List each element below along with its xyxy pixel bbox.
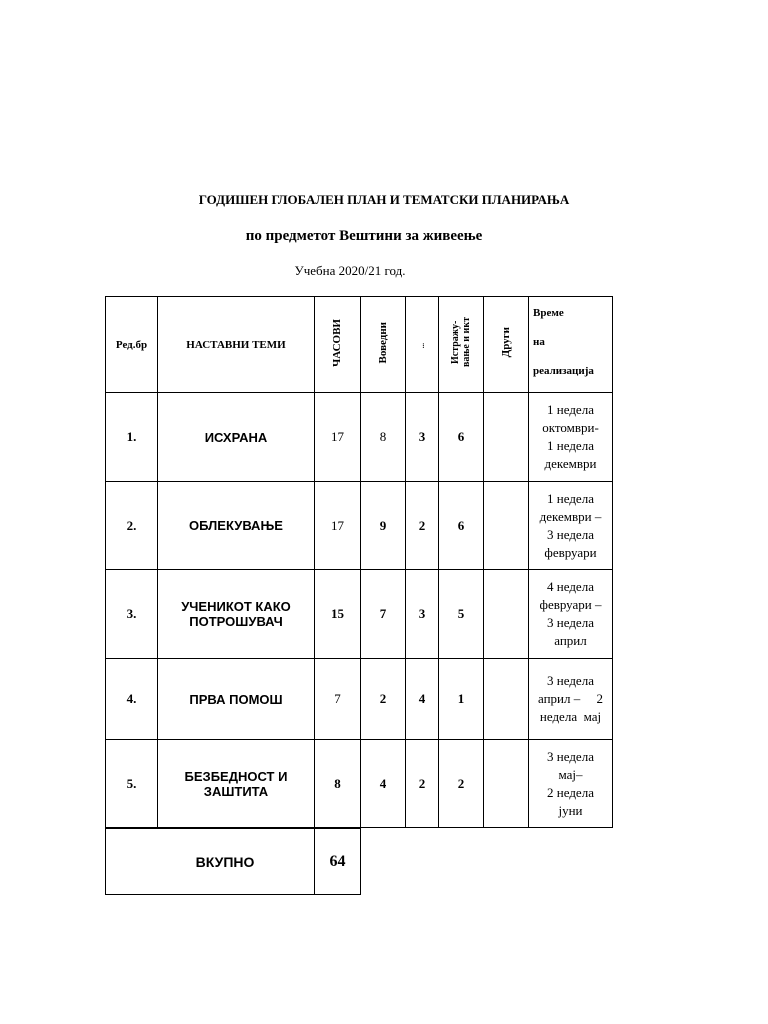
time-line: февруари <box>544 544 597 560</box>
row-other <box>484 482 529 570</box>
header-hours: ЧАСОВИ <box>331 318 343 367</box>
row-intro: 9 <box>361 482 406 570</box>
row-hours: 17 <box>315 393 361 482</box>
row-hours: 17 <box>315 482 361 570</box>
row-other <box>484 393 529 482</box>
row-time <box>529 393 613 482</box>
time-line: април <box>554 633 587 648</box>
row-topic: УЧЕНИКОТ КАКО ПОТРОШУВАЧ <box>158 570 315 659</box>
row-intro: 7 <box>361 570 406 659</box>
document-subtitle: по предметот Вештини за живеење <box>245 228 483 244</box>
time-line: февруари – <box>539 597 602 612</box>
row-topic: БЕЗБЕДНОСТ И ЗАШТИТА <box>158 740 315 828</box>
header-other-cell <box>484 297 529 393</box>
time-line: октомври- <box>542 420 599 435</box>
row-time <box>529 659 613 740</box>
row-number: 3. <box>106 570 158 659</box>
time-line: 3 недела <box>547 673 594 688</box>
row-number: 5. <box>106 740 158 828</box>
row-other <box>484 659 529 740</box>
time-line: недела мај <box>539 709 602 724</box>
total-table <box>105 828 361 895</box>
row-intro: 4 <box>361 740 406 828</box>
row-third: 4 <box>406 659 439 740</box>
row-other <box>484 570 529 659</box>
row-number: 4. <box>106 659 158 740</box>
row-hours: 7 <box>315 659 361 740</box>
time-line: декември <box>544 456 597 471</box>
row-research: 1 <box>439 659 484 740</box>
header-intro-cell <box>361 297 406 393</box>
time-line: 4 недела <box>547 579 594 594</box>
row-third: 2 <box>406 482 439 570</box>
row-number: 1. <box>106 393 158 482</box>
header-research: Истражу- вање и икт <box>450 317 472 368</box>
row-research: 5 <box>439 570 484 659</box>
row-topic: ОБЛЕКУВАЊЕ <box>158 482 315 570</box>
header-topics: НАСТАВНИ ТЕМИ <box>158 297 315 393</box>
total-label: ВКУПНО <box>106 829 315 895</box>
header-time-line: реализација <box>533 365 594 377</box>
table-row <box>106 393 613 482</box>
header-time-line: на <box>533 336 545 348</box>
row-third: 3 <box>406 570 439 659</box>
header-row <box>106 297 613 393</box>
row-third: 3 <box>406 393 439 482</box>
row-research: 2 <box>439 740 484 828</box>
header-intro: Воведни <box>376 321 389 364</box>
header-third-cell <box>406 297 439 393</box>
row-time <box>529 570 613 659</box>
school-year: Учебна 2020/21 год. <box>294 263 406 278</box>
time-line: 1 недела <box>547 402 594 417</box>
row-research: 6 <box>439 482 484 570</box>
plan-table <box>105 296 613 828</box>
row-number: 2. <box>106 482 158 570</box>
time-line: 3 недела <box>547 748 594 764</box>
row-topic: ПРВА ПОМОШ <box>158 659 315 740</box>
time-line: 2 недела <box>547 784 594 800</box>
header-time <box>529 297 613 393</box>
time-line: декември – <box>539 508 602 524</box>
row-intro: 8 <box>361 393 406 482</box>
row-research: 6 <box>439 393 484 482</box>
time-line: 3 недела <box>547 526 594 542</box>
header-no: Ред.бр <box>106 297 158 393</box>
header-other: Други <box>499 327 512 358</box>
time-line: 1 недела <box>547 438 594 453</box>
row-intro: 2 <box>361 659 406 740</box>
time-line: април – 2 <box>538 691 603 706</box>
total-row <box>106 829 361 895</box>
row-time <box>529 482 613 570</box>
row-other <box>484 740 529 828</box>
total-value: 64 <box>315 829 361 895</box>
row-topic: ИСХРАНА <box>158 393 315 482</box>
row-time <box>529 740 613 828</box>
header-third: ... <box>417 343 426 349</box>
time-line: 3 недела <box>547 615 594 630</box>
table-row <box>106 482 613 570</box>
time-line: јуни <box>558 802 583 818</box>
header-research-cell <box>439 297 484 393</box>
time-line: мај– <box>558 766 583 782</box>
time-line: 1 недела <box>547 490 594 506</box>
document-title: ГОДИШЕН ГЛОБАЛЕН ПЛАН И ТЕМАТСКИ ПЛАНИРАЊА <box>198 192 570 207</box>
header-hours-cell <box>315 297 361 393</box>
row-hours: 15 <box>315 570 361 659</box>
table-row <box>106 570 613 659</box>
row-hours: 8 <box>315 740 361 828</box>
header-time-line: Време <box>533 307 564 319</box>
table-row <box>106 659 613 740</box>
table-row <box>106 740 613 828</box>
row-third: 2 <box>406 740 439 828</box>
